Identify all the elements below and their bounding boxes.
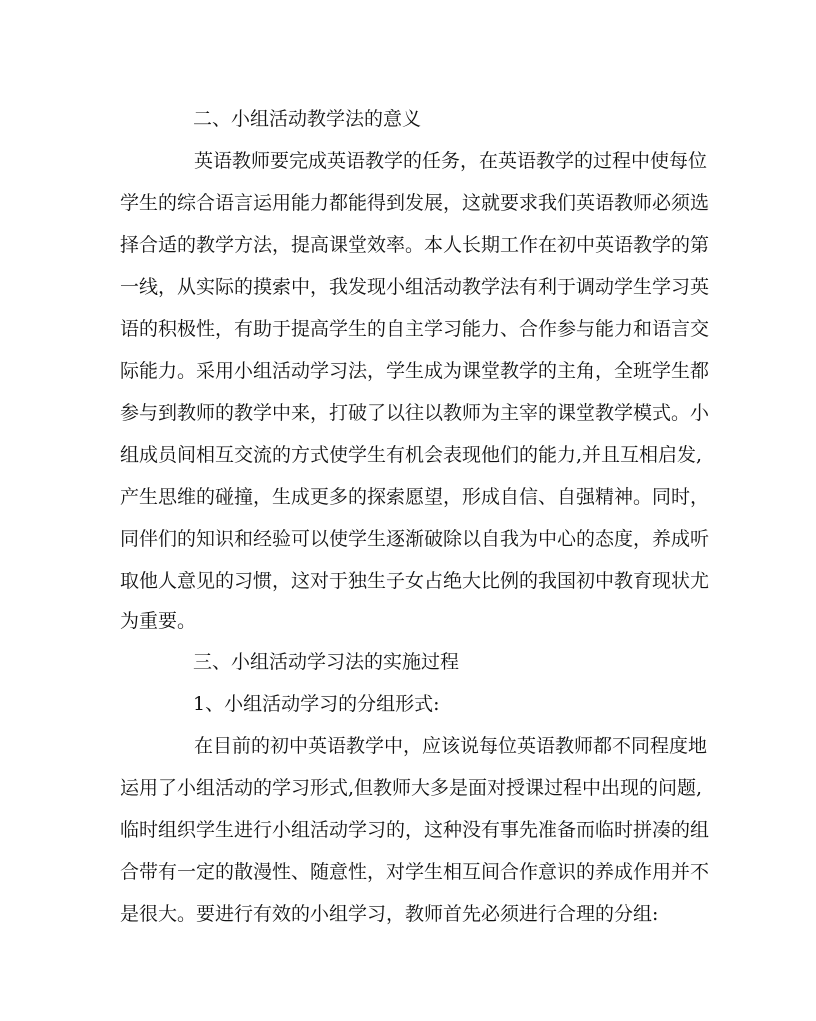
paragraph-line <box>0 356 816 386</box>
paragraph-line <box>0 899 816 929</box>
heading-section-3 <box>0 647 816 677</box>
text-line: 临时组织学生进行小组活动学习的，这种没有事先准备而临时拼凑的组 <box>120 819 710 841</box>
text-line: 在目前的初中英语教学中，应该说每位英语教师都不同程度地 <box>194 735 708 757</box>
paragraph-line <box>0 188 816 218</box>
paragraph-line <box>0 606 816 636</box>
text-line: 参与到教师的教学中来，打破了以往以教师为主宰的课堂教学模式。小 <box>120 402 710 424</box>
text-line: 为重要。 <box>120 610 197 632</box>
text-line: 二、小组活动教学法的意义 <box>193 108 422 130</box>
paragraph-line <box>0 146 816 176</box>
heading-section-2 <box>0 104 816 134</box>
paragraph-line <box>0 440 816 470</box>
paragraph-line <box>0 230 816 260</box>
text-line: 择合适的教学方法，提高课堂效率。本人长期工作在初中英语教学的第 <box>120 234 710 256</box>
text-line: 三、小组活动学习法的实施过程 <box>193 651 460 673</box>
text-line: 合带有一定的散漫性、随意性，对学生相互间合作意识的养成作用并不 <box>120 861 710 883</box>
text-line: 运用了小组活动的学习形式,但教师大多是面对授课过程中出现的问题, <box>120 777 703 799</box>
text-line: 1、小组活动学习的分组形式: <box>193 693 440 715</box>
text-line: 英语教师要完成英语教学的任务，在英语教学的过程中使每位 <box>194 150 708 172</box>
heading-subsection-1 <box>0 689 816 719</box>
paragraph-line <box>0 524 816 554</box>
text-line: 是很大。要进行有效的小组学习，教师首先必须进行合理的分组: <box>120 903 659 925</box>
text-line: 学生的综合语言运用能力都能得到发展，这就要求我们英语教师必须选 <box>120 192 710 214</box>
text-line: 语的积极性，有助于提高学生的自主学习能力、合作参与能力和语言交 <box>120 318 710 340</box>
paragraph-line <box>0 398 816 428</box>
text-line: 取他人意见的习惯，这对于独生子女占绝大比例的我国初中教育现状尤 <box>120 570 710 592</box>
paragraph-line <box>0 857 816 887</box>
paragraph-line <box>0 773 816 803</box>
paragraph-line <box>0 314 816 344</box>
paragraph-line <box>0 272 816 302</box>
paragraph-line <box>0 815 816 845</box>
paragraph-line <box>0 566 816 596</box>
text-line: 产生思维的碰撞，生成更多的探索愿望，形成自信、自强精神。同时， <box>120 486 710 508</box>
text-line: 组成员间相互交流的方式使学生有机会表现他们的能力,并且互相启发, <box>120 444 703 466</box>
text-line: 一线，从实际的摸索中，我发现小组活动教学法有利于调动学生学习英 <box>120 276 710 298</box>
paragraph-line <box>0 482 816 512</box>
paragraph-line <box>0 731 816 761</box>
text-line: 同伴们的知识和经验可以使学生逐渐破除以自我为中心的态度，养成听 <box>120 528 710 550</box>
text-line: 际能力。采用小组活动学习法，学生成为课堂教学的主角，全班学生都 <box>120 360 710 382</box>
